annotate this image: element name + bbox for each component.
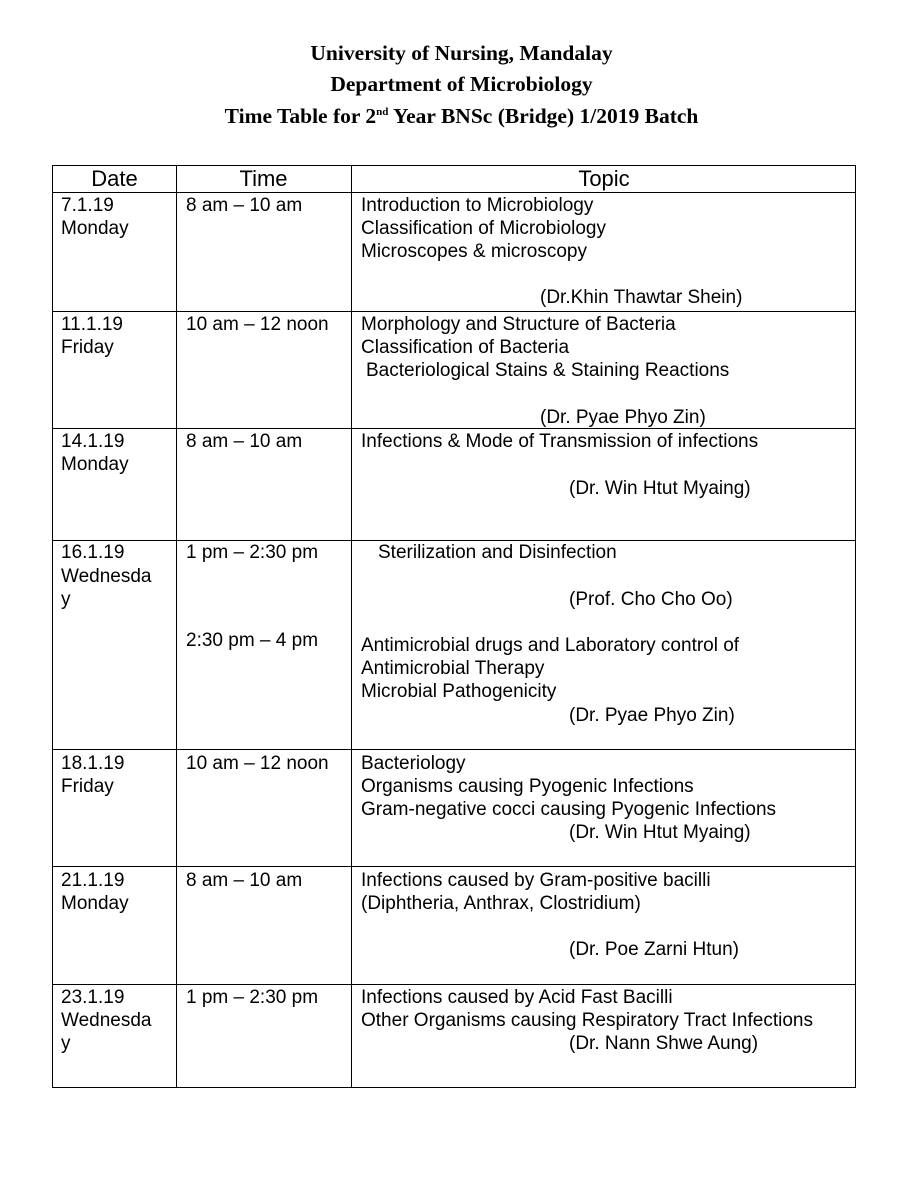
- topic-line: Classification of Microbiology: [361, 218, 606, 239]
- row-date: 7.1.19: [61, 195, 114, 216]
- row-date: 23.1.19: [61, 987, 125, 1008]
- row-divider: [53, 428, 855, 429]
- row-divider: [53, 866, 855, 867]
- lecturer-name: (Dr. Pyae Phyo Zin): [540, 407, 706, 428]
- topic-line: Morphology and Structure of Bacteria: [361, 314, 676, 335]
- session-time: 1 pm – 2:30 pm: [186, 987, 319, 1008]
- lecturer-name: (Dr. Win Htut Myaing): [569, 478, 751, 499]
- row-day: Friday: [61, 776, 114, 797]
- topic-line: Infections caused by Gram-positive bacilli: [361, 870, 711, 891]
- column-header-topic: Topic: [578, 166, 630, 191]
- row-divider: [53, 192, 855, 193]
- timetable-title-sup: nd: [376, 106, 389, 118]
- row-day-part2: y: [61, 589, 71, 610]
- row-divider: [53, 984, 855, 985]
- column-header-date: Date: [91, 166, 138, 191]
- row-day: Friday: [61, 337, 114, 358]
- session-time: 1 pm – 2:30 pm: [186, 542, 319, 563]
- session-time: 8 am – 10 am: [186, 195, 303, 216]
- timetable-title-pre: Time Table for 2: [224, 104, 377, 128]
- topic-line: Other Organisms causing Respiratory Tract Infections: [361, 1010, 813, 1031]
- session-time: 10 am – 12 noon: [186, 314, 329, 335]
- row-day-part2: y: [61, 1033, 71, 1054]
- topic-line: Sterilization and Disinfection: [378, 542, 617, 563]
- lecturer-name: (Dr.Khin Thawtar Shein): [540, 287, 743, 308]
- row-date: 16.1.19: [61, 542, 125, 563]
- row-day: Monday: [61, 454, 129, 475]
- row-date: 11.1.19: [61, 314, 123, 335]
- lecturer-name: (Prof. Cho Cho Oo): [569, 589, 733, 610]
- timetable-title-post: Year BNSc (Bridge) 1/2019 Batch: [388, 104, 699, 128]
- university-title: University of Nursing, Mandalay: [310, 41, 613, 65]
- lecturer-name: (Dr. Nann Shwe Aung): [569, 1033, 759, 1054]
- row-date: 14.1.19: [61, 431, 125, 452]
- session-time: 8 am – 10 am: [186, 870, 303, 891]
- lecturer-name: (Dr. Poe Zarni Htun): [569, 939, 739, 960]
- topic-line: Bacteriology: [361, 753, 466, 774]
- topic-line: Microscopes & microscopy: [361, 241, 587, 262]
- session-time: 2:30 pm – 4 pm: [186, 630, 319, 651]
- column-header-time: Time: [239, 166, 288, 191]
- row-day-part1: Wednesda: [61, 566, 152, 587]
- session-time: 8 am – 10 am: [186, 431, 303, 452]
- topic-line: Organisms causing Pyogenic Infections: [361, 776, 694, 797]
- column-divider: [351, 166, 352, 1087]
- row-day: Monday: [61, 893, 129, 914]
- topic-line: Infections caused by Acid Fast Bacilli: [361, 987, 673, 1008]
- topic-line: Infections & Mode of Transmission of infections: [361, 431, 759, 452]
- timetable-title: [0, 103, 923, 129]
- row-divider: [53, 749, 855, 750]
- row-day: Monday: [61, 218, 129, 239]
- session-time: 10 am – 12 noon: [186, 753, 329, 774]
- row-day-part1: Wednesda: [61, 1010, 152, 1031]
- lecturer-name: (Dr. Win Htut Myaing): [569, 822, 751, 843]
- row-date: 18.1.19: [61, 753, 125, 774]
- topic-line: (Diphtheria, Anthrax, Clostridium): [361, 893, 641, 914]
- topic-line: Antimicrobial drugs and Laboratory control of: [361, 635, 740, 656]
- row-divider: [53, 311, 855, 312]
- topic-line: Introduction to Microbiology: [361, 195, 594, 216]
- department-title: Department of Microbiology: [330, 72, 593, 96]
- topic-line: Gram-negative cocci causing Pyogenic Infections: [361, 799, 777, 820]
- topic-line: Antimicrobial Therapy: [361, 658, 545, 679]
- topic-line: Bacteriological Stains & Staining Reactions: [366, 360, 730, 381]
- lecturer-name: (Dr. Pyae Phyo Zin): [569, 705, 735, 726]
- topic-line: Microbial Pathogenicity: [361, 681, 557, 702]
- topic-line: Classification of Bacteria: [361, 337, 570, 358]
- row-date: 21.1.19: [61, 870, 125, 891]
- timetable-table: [52, 165, 856, 1088]
- column-divider: [176, 166, 177, 1087]
